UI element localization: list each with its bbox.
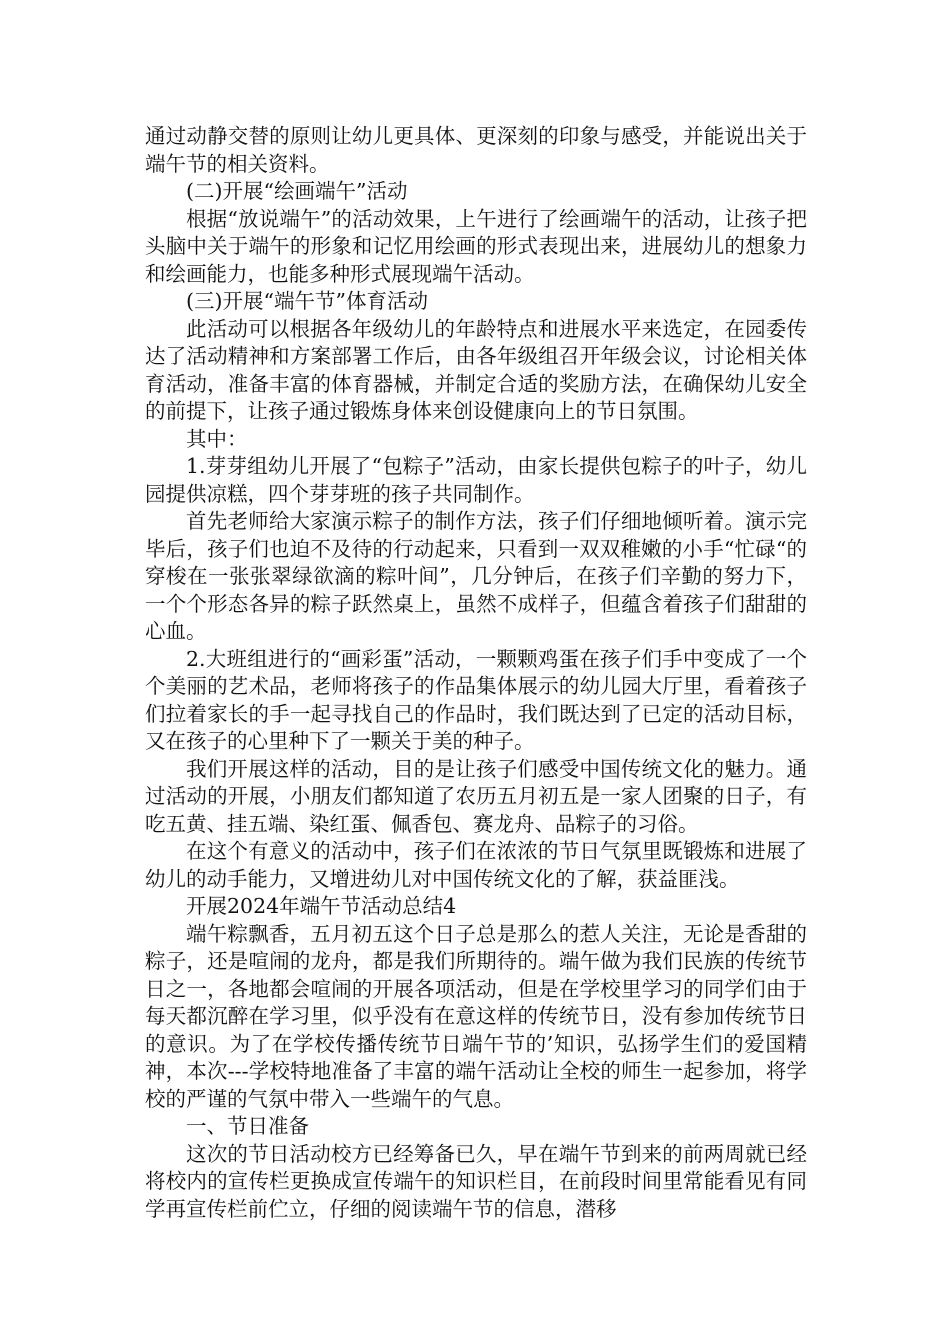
list-item-1: 1.芽芽组幼儿开展了“包粽子”活动，由家长提供包粽子的叶子，幼儿园提供凉糕，四个芽芽班的孩子共同制作。 [145,454,807,506]
paragraph-11: 在这个有意义的活动中，孩子们在浓浓的节日气氛里既锻炼和进展了幼儿的动手能力，又增进幼儿对中国传统文化的了解，获益匪浅。 [145,839,807,891]
summary-title: 开展2024年端午节活动总结4 [186,894,457,918]
section-heading-prep: 一、节日准备 [186,1114,309,1138]
document-page [145,123,807,1223]
paragraph-10: 我们开展这样的活动，目的是让孩子们感受中国传统文化的魅力。通过活动的开展，小朋友们都知道了农历五月初五是一家人团聚的日子，有吃五黄、挂五端、染红蛋、佩香包、赛龙舟、品粽子的习俗。 [145,756,807,836]
list-item-2: 2.大班组进行的“画彩蛋”活动，一颗颗鸡蛋在孩子们手中变成了一个个美丽的艺术品，老师将孩子的作品集体展示的幼儿园大厅里，看着孩子们拉着家长的手一起寻找自己的作品时，我们既达到了已定的活动目标，又在孩子的心里种下了一颗关于美的种子。 [145,646,807,753]
paragraph-15: 这次的节日活动校方已经筹备已久，早在端午节到来的前两周就已经将校内的宣传栏更换成宣传端午的知识栏目，在前段时间里常能看见有同学再宣传栏前伫立，仔细的阅读端午节的信息，潜移 [145,1141,807,1221]
section-heading-2: (二)开展“绘画端午”活动 [186,179,408,203]
paragraph-1: 通过动静交替的原则让幼儿更具体、更深刻的印象与感受，并能说出关于端午节的相关资料。 [145,124,807,176]
paragraph-8: 首先老师给大家演示粽子的制作方法，孩子们仔细地倾听着。演示完毕后，孩子们也迫不及待的行动起来，只看到一双双稚嫩的小手“忙碌“的穿梭在一张张翠绿欲滴的粽叶间”，几分钟后，在孩子们辛勤的努力下，一个个形态各异的粽子跃然桌上，虽然不成样子，但蕴含着孩子们甜甜的心血。 [145,509,807,643]
paragraph-13: 端午粽飘香，五月初五这个日子总是那么的惹人关注，无论是香甜的粽子，还是喧闹的龙舟，都是我们所期待的。端午做为我们民族的传统节日之一，各地都会喧闹的开展各项活动，但是在学校里学习的同学们由于每天都沉醉在学习里，似乎没有在意这样的传统节日，没有参加传统节日的意识。为了在学校传播传统节日端午节的’知识，弘扬学生们的爱国精神，本次---学校特地准备了丰富的端午活动让全校的师生一起参加，将学校的严谨的气氛中带入一些端午的气息。 [145,921,807,1111]
paragraph-5: 此活动可以根据各年级幼儿的年龄特点和进展水平来选定，在园委传达了活动精神和方案部署工作后，由各年级组召开年级会议，讨论相关体育活动，准备丰富的体育器械，并制定合适的奖励方法，在确保幼儿安全的前提下，让孩子通过锻炼身体来创设健康向上的节日氛围。 [145,316,807,423]
section-heading-3: (三)开展“端午节”体育活动 [186,289,428,313]
paragraph-3: 根据“放说端午”的活动效果，上午进行了绘画端午的活动，让孩子把头脑中关于端午的形象和记忆用绘画的形式表现出来，进展幼儿的想象力和绘画能力，也能多种形式展现端午活动。 [145,206,807,286]
paragraph-6: 其中： [186,426,248,451]
